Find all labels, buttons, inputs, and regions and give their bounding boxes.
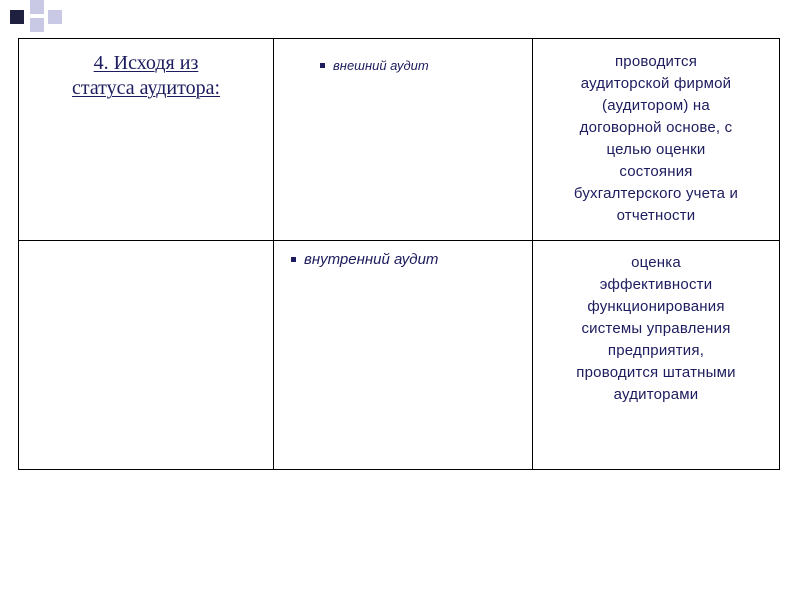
description-line: системы управления bbox=[581, 320, 731, 337]
audit-type-cell bbox=[274, 39, 533, 241]
square-bullet-icon bbox=[291, 257, 296, 262]
light-square-icon bbox=[30, 18, 44, 32]
light-square-icon bbox=[48, 10, 62, 24]
description-line: эффективности bbox=[599, 276, 713, 293]
criterion-heading-line-1: 4. Исходя из bbox=[93, 52, 199, 74]
description-line: целью оценки bbox=[606, 141, 706, 158]
audit-type-label: внутренний аудит bbox=[304, 251, 439, 268]
description-line: оценка bbox=[631, 254, 681, 271]
square-bullet-icon bbox=[320, 63, 325, 68]
audit-description bbox=[533, 51, 779, 227]
description-line: аудиторами bbox=[613, 386, 699, 403]
description-line: договорной основе, с bbox=[579, 119, 733, 136]
dark-square-icon bbox=[10, 10, 24, 24]
audit-description-cell bbox=[533, 39, 780, 241]
corner-squares-decoration bbox=[0, 0, 70, 40]
description-line: функционирования bbox=[587, 298, 725, 315]
audit-classification-table bbox=[18, 38, 780, 470]
table-row bbox=[19, 241, 780, 470]
light-square-icon bbox=[30, 0, 44, 14]
description-line: проводится bbox=[614, 53, 698, 70]
description-line: проводится штатными bbox=[576, 364, 736, 381]
criterion-heading-line-2: статуса аудитора: bbox=[71, 77, 221, 99]
description-line: отчетности bbox=[616, 207, 696, 224]
table-row bbox=[19, 39, 780, 241]
audit-type-bullet bbox=[274, 251, 532, 268]
criterion-heading bbox=[19, 51, 273, 101]
description-line: (аудитором) на bbox=[602, 97, 710, 114]
description-line: предприятия, bbox=[607, 342, 705, 359]
audit-type-bullet bbox=[274, 58, 532, 73]
description-line: состояния bbox=[619, 163, 693, 180]
audit-type-label: внешний аудит bbox=[333, 58, 429, 73]
description-line: бухгалтерского учета и bbox=[573, 185, 739, 202]
audit-description-cell bbox=[533, 241, 780, 470]
audit-type-cell bbox=[274, 241, 533, 470]
empty-cell bbox=[19, 241, 274, 470]
audit-description bbox=[533, 252, 779, 406]
description-line: аудиторской фирмой bbox=[580, 75, 732, 92]
criterion-cell bbox=[19, 39, 274, 241]
